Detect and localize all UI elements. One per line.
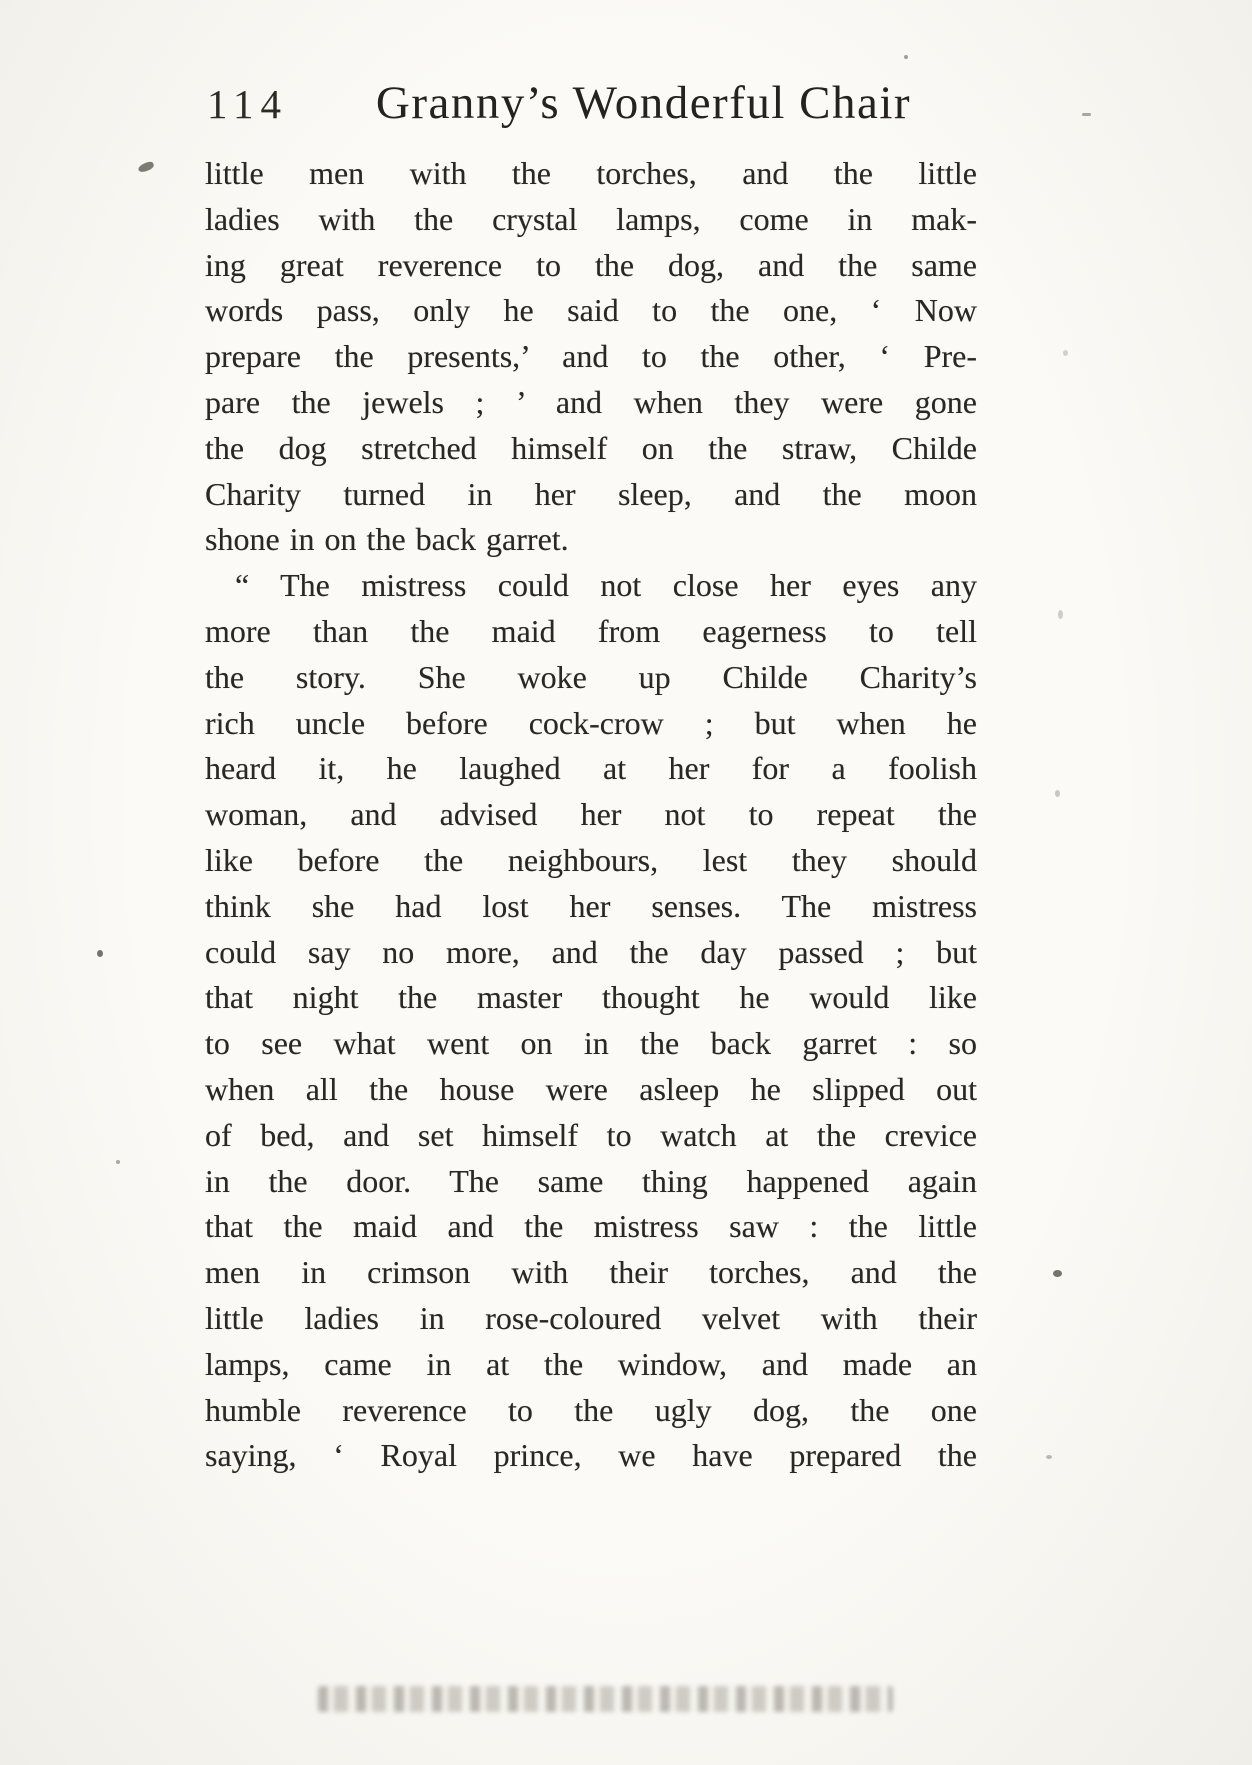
- text-line: “ The mistress could not close her eyes any: [235, 567, 977, 604]
- text-line: more than the maid from eagerness to tell: [205, 612, 977, 649]
- scan-speck: [116, 1160, 120, 1164]
- text-line: in the door. The same thing happened again: [205, 1162, 977, 1199]
- text-line: could say no more, and the day passed ; but: [205, 933, 977, 970]
- page-number: 114: [207, 81, 288, 127]
- text-line: like before the neighbours, lest they should: [205, 841, 977, 878]
- text-line: that night the master thought he would like: [205, 979, 977, 1016]
- text-line: men in crimson with their torches, and the: [205, 1254, 977, 1291]
- page-header: [207, 76, 975, 130]
- scan-smudge: [318, 1686, 893, 1712]
- scan-speck: [904, 55, 908, 59]
- scan-speck: [1063, 350, 1068, 356]
- text-line: when all the house were asleep he slipped out: [205, 1070, 977, 1107]
- scan-speck: [1046, 1455, 1052, 1459]
- text-line: words pass, only he said to the one, ‘ Now: [205, 292, 977, 329]
- text-line: woman, and advised her not to repeat the: [205, 796, 977, 833]
- text-line: shone in on the back garret.: [205, 521, 569, 558]
- text-line: ladies with the crystal lamps, come in mak-: [205, 200, 977, 237]
- paragraph: [205, 151, 977, 563]
- text-line: the dog stretched himself on the straw, Childe: [205, 429, 977, 466]
- text-line: think she had lost her senses. The mistress: [205, 887, 977, 924]
- text-line: little ladies in rose-coloured velvet with their: [205, 1299, 977, 1336]
- text-line: pare the jewels ; ’ and when they were gone: [205, 383, 977, 420]
- text-block: [205, 151, 977, 1479]
- text-line: heard it, he laughed at her for a foolish: [205, 750, 977, 787]
- text-line: lamps, came in at the window, and made an: [205, 1345, 977, 1382]
- text-line: ing great reverence to the dog, and the same: [205, 246, 977, 283]
- paragraph: [205, 563, 977, 1479]
- scan-speck: [97, 950, 103, 957]
- scan-speck: [1053, 1270, 1062, 1277]
- text-line: rich uncle before cock-crow ; but when he: [205, 704, 977, 741]
- scan-speck: [1082, 113, 1091, 116]
- text-line: to see what went on in the back garret : so: [205, 1025, 977, 1062]
- text-line: that the maid and the mistress saw : the little: [205, 1208, 977, 1245]
- text-line: saying, ‘ Royal prince, we have prepared the: [205, 1437, 977, 1474]
- scan-speck: [1055, 790, 1060, 797]
- text-line: the story. She woke up Childe Charity’s: [205, 658, 977, 695]
- scan-speck: [137, 161, 155, 174]
- text-line: little men with the torches, and the little: [205, 155, 977, 191]
- running-title: Granny’s Wonderful Chair: [375, 77, 912, 129]
- text-line: of bed, and set himself to watch at the crevice: [205, 1116, 977, 1153]
- text-line: prepare the presents,’ and to the other, ‘ Pre-: [205, 338, 977, 375]
- scan-speck: [1058, 610, 1063, 619]
- text-line: Charity turned in her sleep, and the moon: [205, 475, 977, 512]
- text-line: humble reverence to the ugly dog, the one: [205, 1391, 977, 1428]
